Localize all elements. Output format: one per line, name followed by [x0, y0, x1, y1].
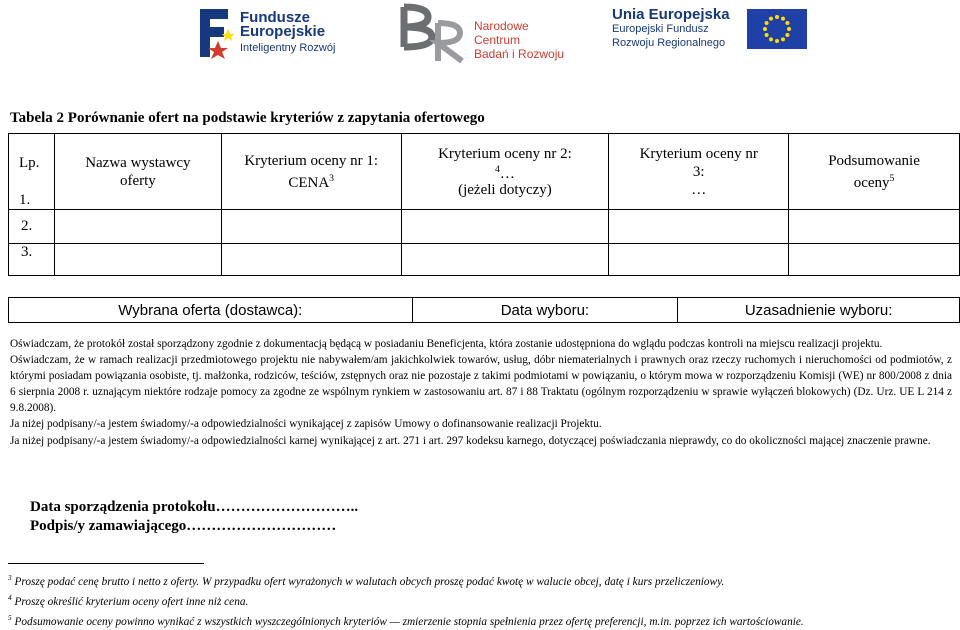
row-number-1: 1.: [19, 192, 31, 208]
header-k2-ellipsis: …: [499, 165, 515, 182]
header-k3-line2: 3:: [692, 163, 705, 180]
header-k2-line3: (jeżeli dotyczy): [458, 181, 552, 198]
table-cell: [609, 210, 789, 244]
table-cell: [789, 210, 960, 244]
header-k3-line3: …: [691, 181, 707, 198]
footnote-5: [8, 610, 948, 630]
signature-block: [30, 498, 358, 536]
declaration-no-relations: Oświadczam, że w ramach realizacji przedmiotowego projektu nie nabywałem/am jakichkolwiek towarów, usług, dóbr niematerialnych i prawnych oraz rzeczy ruchomych i nieruchomości od podmiotów, z którymi posiadam powiązania osobiste, tj. małżonka, rodziców, teściów, zstępnych oraz nie pozostaje z takimi podmiotami w powiązaniu, o którym mowa w rozporządzeniu Komisji (WE) nr 800/2008 z dnia 6 sierpnia 2008 r. uznającym niektóre rodzaje pomocy za zgodne ze wspólnym rynkiem w zastosowaniu art. 87 i 88 Traktatu (ogólnym rozporządzeniu w sprawie wyłączeń blokowych) (Dz. Urz. UE L 214 z 9.8.2008).: [10, 354, 952, 415]
table-cell: [54, 244, 221, 276]
declaration-protocol: Oświadczam, że protokół został sporządzony zgodnie z dokumentacją będącą w posiadaniu Beneficjenta, która zostanie udostępniona do wglądu podczas kontroli na miejscu realizacji projektu.: [10, 338, 883, 350]
table-cell: [609, 244, 789, 276]
header-k1-line2: [222, 170, 401, 192]
selection-justification-label: Uzasadnienie wyboru:: [678, 298, 960, 323]
table-cell: [789, 244, 960, 276]
table-row: [9, 210, 960, 244]
footnote-3: [8, 570, 948, 590]
header-sum-line1: Podsumowanie: [828, 152, 920, 169]
footnote-separator: [8, 563, 204, 564]
row-number-2: 2.: [9, 210, 55, 244]
table-cell: [401, 244, 609, 276]
header-kryterium-1: [221, 134, 401, 210]
lp-header: Lp.: [19, 155, 40, 171]
header-nazwa-line2: oferty: [119, 172, 156, 189]
fe-line3: Inteligentny Rozwój: [240, 42, 336, 54]
declaration-criminal: Ja niżej podpisany/-a jestem świadomy/-a odpowiedzialności karnej wynikającej z art. 271 i art. 297 kodeksu karnego, dotyczącej poświadczania nieprawdy, co do okoliczności mającej znaczenie prawne.: [10, 434, 931, 447]
logo-bar: [0, 0, 960, 70]
ue-line3: Rozwoju Regionalnego: [612, 37, 726, 49]
protocol-date-line: Data sporządzenia protokołu………………………..: [30, 499, 359, 515]
footnote-4-number: 4: [8, 592, 12, 602]
header-sum-line2: [789, 170, 959, 192]
header-kryterium-3: [609, 134, 789, 210]
footnotes: [8, 570, 948, 629]
header-k1-cena: CENA: [288, 174, 330, 191]
ue-line2: Europejski Fundusz: [612, 23, 709, 35]
footnote-3-number: 3: [8, 573, 12, 582]
eu-flag-icon: [747, 9, 807, 49]
footnote-ref-3: 3: [329, 172, 335, 184]
table-caption: Tabela 2 Porównanie ofert na podstawie kryteriów z zapytania ofertowego: [10, 110, 485, 126]
table-row: [9, 244, 960, 276]
ncbr-line1: Narodowe Centrum: [474, 19, 529, 47]
fe-star-mark-icon: [198, 7, 234, 59]
lp-column-cell: [9, 134, 55, 210]
comparison-table: [8, 133, 960, 276]
header-kryterium-2: [401, 134, 609, 210]
ncbr-line2: Badań i Rozwoju: [474, 47, 565, 61]
signature-line: Podpis/y zamawiającego…………………………: [30, 518, 337, 534]
header-nazwa: [54, 134, 221, 210]
ncbr-br-mark-icon: [398, 3, 470, 63]
footnote-4: [8, 590, 948, 610]
selection-summary-table: [8, 297, 960, 323]
table-cell: [221, 244, 401, 276]
footnote-5-text: Podsumowanie oceny powinno wynikać z wszystkich wyszczególnionych kryteriów — zmierzenie stopnia spełnienia przez ofertę preferencji, m.in. poprzez ich wartościowanie.: [11, 615, 804, 628]
table-cell: [54, 210, 221, 244]
header-k2-line1: Kryterium oceny nr 2:: [438, 145, 572, 162]
table-cell: [401, 210, 609, 244]
row-number-3: 3.: [9, 244, 55, 276]
header-sum-oceny: oceny: [853, 174, 890, 191]
selection-date-label: Data wyboru:: [412, 298, 678, 323]
ue-line1: Unia Europejska: [612, 6, 730, 23]
header-k2-line2: [402, 163, 609, 181]
header-k1-line1: Kryterium oceny nr 1:: [244, 152, 379, 169]
footnote-5-number: 5: [8, 612, 12, 622]
header-nazwa-line1: Nazwa wystawcy: [85, 154, 191, 171]
ncbr-logo: [398, 3, 578, 63]
fe-line1: Fundusze: [240, 9, 310, 26]
footnote-4-text: Proszę określić kryterium oceny ofert inne niż cena.: [11, 595, 249, 608]
fundusze-europejskie-logo: [198, 7, 338, 57]
unia-europejska-logo: [612, 8, 802, 58]
footnote-3-text: Proszę podać cenę brutto i netto z oferty. W przypadku ofert wyrażonych w walutach obcych proszę podać kwotę w walucie obcej, datę i kurs przeliczeniowy.: [11, 575, 725, 588]
declarations: [10, 336, 952, 449]
footnote-ref-5: 5: [889, 172, 895, 184]
selected-offer-label: Wybrana oferta (dostawca):: [9, 298, 413, 323]
table-cell: [221, 210, 401, 244]
header-k3-line1: Kryterium oceny nr: [639, 145, 758, 162]
header-podsumowanie: [789, 134, 960, 210]
fe-line2: Europejskie: [240, 23, 326, 40]
declaration-agreement: Ja niżej podpisany/-a jestem świadomy/-a odpowiedzialności wynikającej z zapisów Umowy o dofinansowanie realizacji Projektu.: [10, 418, 602, 431]
footnote-ref-4: 4: [495, 163, 500, 175]
